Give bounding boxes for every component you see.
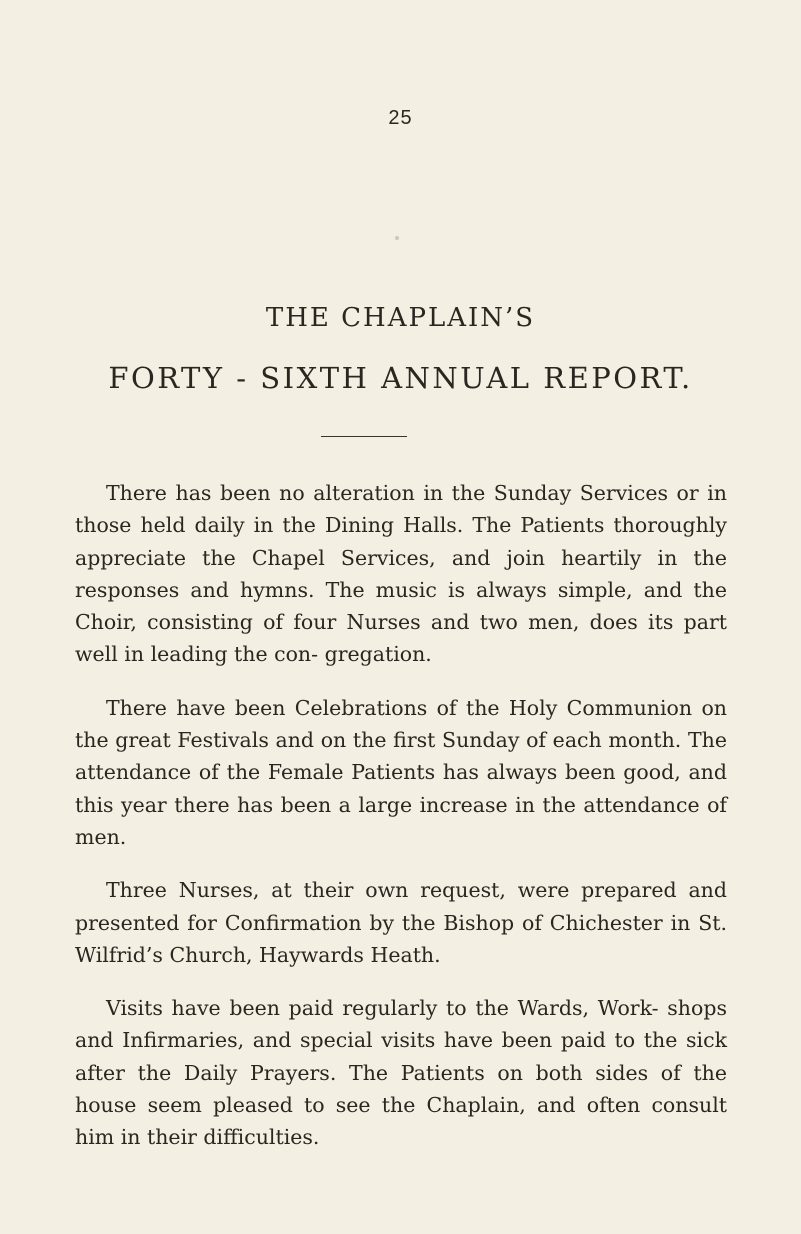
page-number: 25 <box>388 107 413 129</box>
title-divider <box>321 436 407 437</box>
paragraph-visits: Visits have been paid regularly to the Wards, Work- shops and Infirmaries, and special visits have been paid to the sick after the Daily Prayers. The Patients on both sides of the house seem pleased to see the Chaplain, and often consult him in their difficulties. <box>75 996 727 1150</box>
report-title-line-1: THE CHAPLAIN’S <box>265 303 536 333</box>
report-body <box>75 477 727 1154</box>
paragraph-services: There has been no alteration in the Sunday Services or in those held daily in the Dining Halls. The Patients thoroughly appreciate the Chapel Services, and join heartily in the responses and hymns. The music is always simple, and the Choir, consisting of four Nurses and two men, does its part well in leading the con- gregation. <box>75 481 727 667</box>
paper-speck <box>395 236 399 240</box>
paragraph-communion: There have been Celebrations of the Holy Communion on the great Festivals and on the first Sunday of each month. The attendance of the Female Patients has always been good, and this year there has been a large increase in the attendance of men. <box>75 695 727 849</box>
report-title-line-2: FORTY - SIXTH ANNUAL REPORT. <box>108 361 693 395</box>
paragraph-confirmation: Three Nurses, at their own request, were prepared and presented for Confirmation by the Bishop of Chichester in St. Wilfrid’s Church, Haywards Heath. <box>75 878 727 967</box>
